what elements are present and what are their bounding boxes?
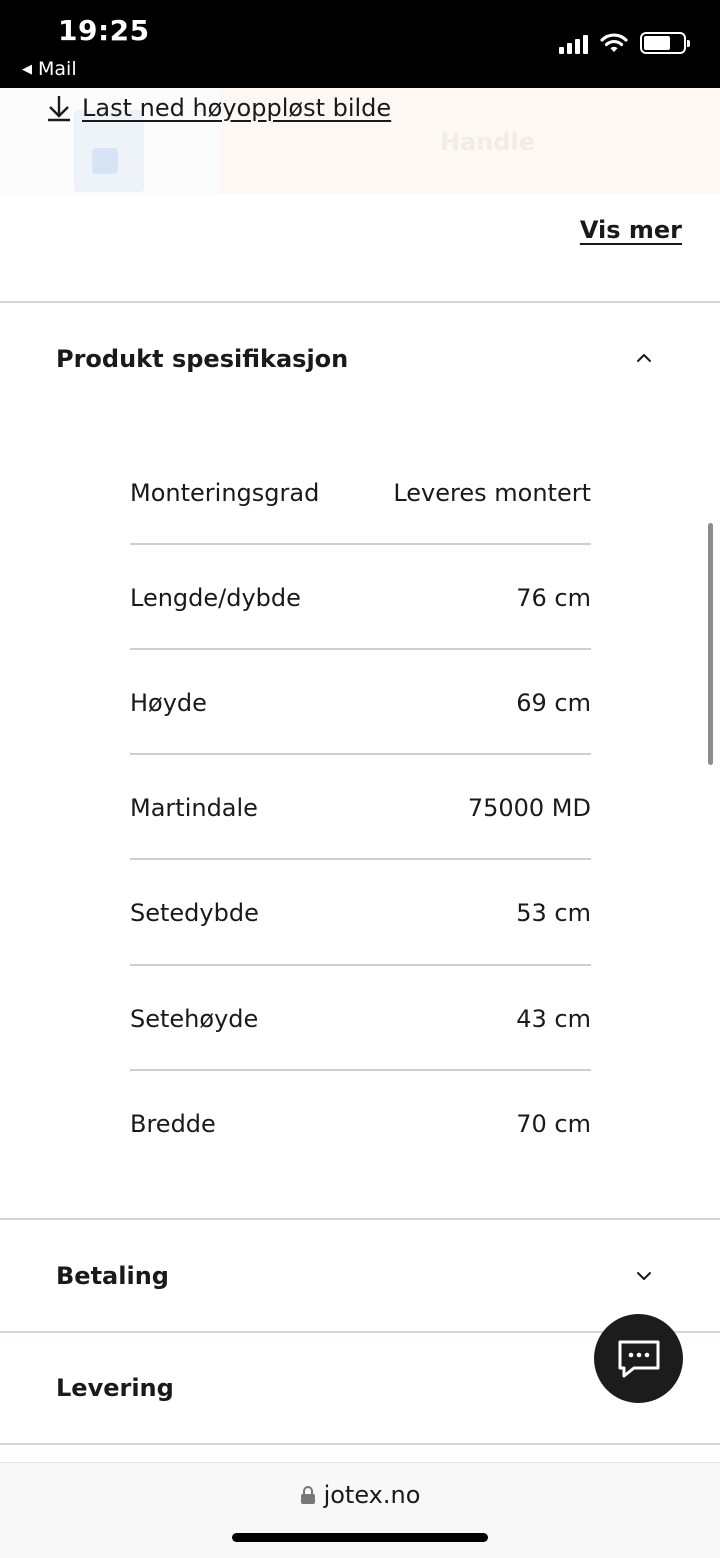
spec-label: Monteringsgrad	[130, 478, 320, 507]
spec-value: 75000 MD	[467, 793, 591, 822]
levering-section-title: Levering	[56, 1374, 174, 1402]
battery-icon	[640, 32, 686, 54]
spec-row	[130, 1071, 591, 1176]
spec-row	[130, 755, 591, 860]
lock-icon	[300, 1485, 316, 1505]
status-icons	[559, 32, 686, 54]
url-text: jotex.no	[323, 1481, 421, 1509]
spec-value: 53 cm	[516, 898, 591, 927]
spec-row	[130, 966, 591, 1071]
spec-section-title: Produkt spesifikasjon	[56, 345, 349, 373]
chevron-up-icon	[632, 346, 656, 370]
ghost-product-thumbnail	[74, 110, 144, 192]
spec-row	[130, 860, 591, 965]
ghost-buy-label: Handle	[440, 128, 536, 156]
spec-row	[130, 545, 591, 650]
spec-value: 43 cm	[516, 1004, 591, 1033]
spec-label: Høyde	[130, 688, 207, 717]
spec-label: Setedybde	[130, 898, 259, 927]
divider	[0, 301, 720, 303]
divider	[0, 1218, 720, 1220]
home-indicator[interactable]	[232, 1533, 488, 1542]
spec-row	[130, 650, 591, 755]
spec-value: 76 cm	[516, 583, 591, 612]
status-time: 19:25	[58, 14, 150, 47]
scrollbar[interactable]	[708, 523, 713, 765]
chat-bubble-icon	[616, 1338, 662, 1380]
signal-icon	[559, 32, 588, 54]
download-image-link[interactable]	[46, 94, 391, 122]
browser-bottom-bar	[0, 1462, 720, 1558]
spec-value: 69 cm	[516, 688, 591, 717]
spec-label: Setehøyde	[130, 1004, 259, 1033]
status-bar	[0, 0, 720, 88]
download-arrow-icon	[46, 94, 72, 122]
spec-label: Lengde/dybde	[130, 583, 301, 612]
betaling-section-title: Betaling	[56, 1262, 169, 1290]
spec-row	[130, 440, 591, 545]
spec-value: 70 cm	[516, 1109, 591, 1138]
back-to-mail[interactable]	[22, 58, 77, 80]
vis-mer-link[interactable]: Vis mer	[579, 216, 682, 244]
address-bar[interactable]	[0, 1481, 720, 1509]
chevron-down-icon	[632, 1264, 656, 1288]
spec-label: Bredde	[130, 1109, 216, 1138]
download-link-label: Last ned høyoppløst bilde	[82, 94, 392, 122]
divider	[0, 1443, 720, 1445]
back-app-label: Mail	[38, 58, 77, 80]
chat-button[interactable]	[594, 1314, 683, 1403]
spec-value: Leveres montert	[393, 478, 591, 507]
back-triangle-icon: ◀	[22, 61, 32, 77]
wifi-icon	[600, 32, 628, 54]
spec-label: Martindale	[130, 793, 258, 822]
